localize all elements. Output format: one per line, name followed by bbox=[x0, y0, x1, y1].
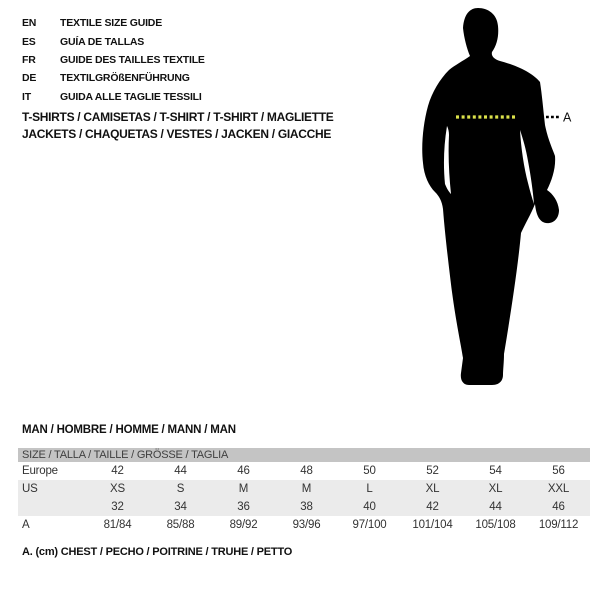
table-cell: 105/108 bbox=[475, 519, 516, 531]
table-cell: 44 bbox=[489, 501, 502, 513]
table-cell: 85/88 bbox=[166, 519, 195, 531]
table-cell: 46 bbox=[237, 465, 250, 477]
language-code: EN bbox=[22, 17, 37, 30]
table-cell: 34 bbox=[174, 501, 187, 513]
language-code: IT bbox=[22, 90, 31, 103]
table-cell: XS bbox=[110, 483, 125, 495]
row-label: Europe bbox=[22, 465, 58, 477]
table-cell: 40 bbox=[363, 501, 376, 513]
table-cell: 56 bbox=[552, 465, 565, 477]
table-row-us bbox=[18, 480, 590, 498]
size-table bbox=[18, 448, 590, 534]
category-jackets: JACKETS / CHAQUETAS / VESTES / JACKEN / GIACCHE bbox=[22, 127, 332, 142]
table-cell: 36 bbox=[237, 501, 250, 513]
table-cell: 50 bbox=[363, 465, 376, 477]
table-cell: 42 bbox=[426, 501, 439, 513]
row-label: A bbox=[22, 519, 30, 531]
language-label: TEXTILE SIZE GUIDE bbox=[60, 17, 162, 30]
table-cell: 48 bbox=[300, 465, 313, 477]
table-cell: XL bbox=[488, 483, 503, 495]
language-label: GUIDE DES TAILLES TEXTILE bbox=[60, 53, 205, 66]
language-label: TEXTILGRÖßENFÜHRUNG bbox=[60, 72, 190, 85]
table-cell: S bbox=[176, 483, 185, 495]
footnote-chest-measure: A. (cm) CHEST / PECHO / POITRINE / TRUHE / PETTO bbox=[22, 546, 293, 558]
language-label: GUIDA ALLE TAGLIE TESSILI bbox=[60, 90, 202, 103]
language-code: FR bbox=[22, 53, 36, 66]
table-cell: XXL bbox=[547, 483, 570, 495]
table-cell: 109/112 bbox=[538, 519, 579, 531]
table-cell: 38 bbox=[300, 501, 313, 513]
table-cell: M bbox=[301, 483, 312, 495]
language-code: DE bbox=[22, 72, 37, 85]
table-cell: M bbox=[238, 483, 249, 495]
table-row-chest-a bbox=[18, 516, 590, 534]
man-silhouette bbox=[422, 8, 559, 385]
category-tshirts: T-SHIRTS / CAMISETAS / T-SHIRT / T-SHIRT / MAGLIETTE bbox=[22, 109, 334, 124]
table-cell: 32 bbox=[111, 501, 124, 513]
table-cell: L bbox=[366, 483, 373, 495]
table-cell: XL bbox=[425, 483, 440, 495]
language-label: GUÍA DE TALLAS bbox=[60, 35, 145, 48]
table-cell: 52 bbox=[426, 465, 439, 477]
table-cell: 44 bbox=[174, 465, 187, 477]
measure-label-a: A bbox=[563, 110, 572, 125]
section-title-man: MAN / HOMBRE / HOMME / MANN / MAN bbox=[22, 424, 236, 436]
table-cell: 54 bbox=[489, 465, 502, 477]
table-cell: 97/100 bbox=[352, 519, 387, 531]
table-cell: 89/92 bbox=[229, 519, 258, 531]
table-cell: 93/96 bbox=[292, 519, 321, 531]
table-row-numeric bbox=[18, 498, 590, 516]
size-table-header: SIZE / TALLA / TAILLE / GRÖSSE / TAGLIA bbox=[18, 448, 590, 462]
table-row-europe bbox=[18, 462, 590, 480]
table-cell: 42 bbox=[111, 465, 124, 477]
language-code: ES bbox=[22, 35, 36, 48]
table-cell: 46 bbox=[552, 501, 565, 513]
table-cell: 81/84 bbox=[103, 519, 132, 531]
row-label: US bbox=[22, 483, 38, 495]
table-cell: 101/104 bbox=[412, 519, 453, 531]
